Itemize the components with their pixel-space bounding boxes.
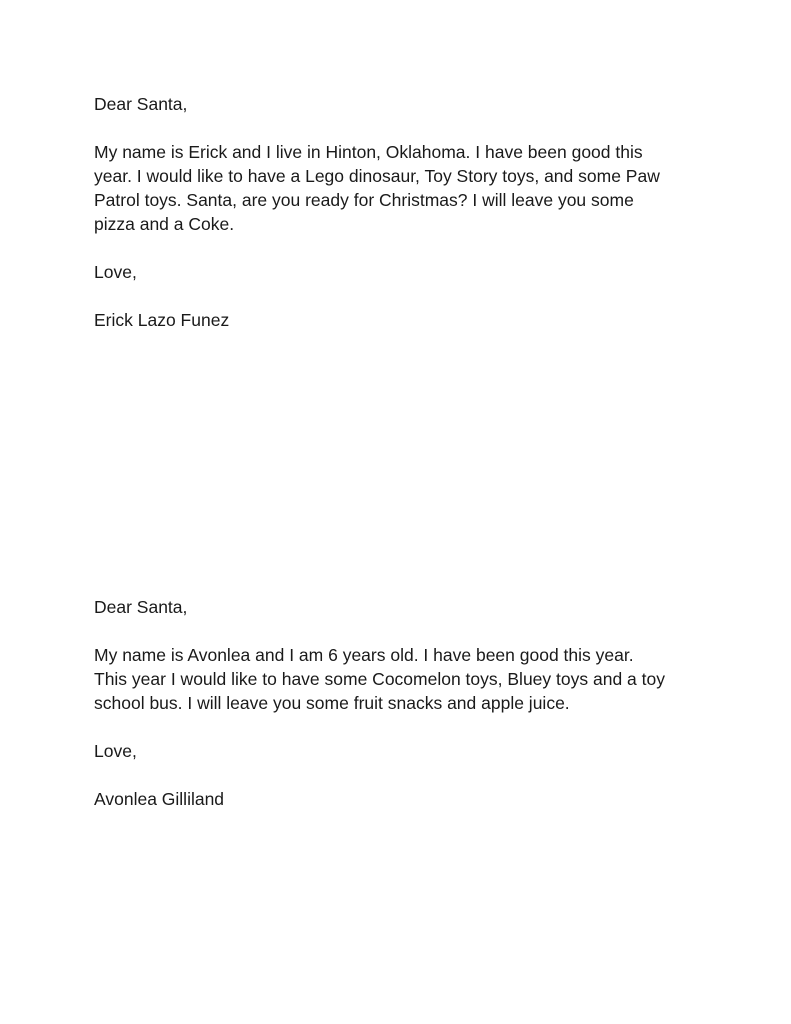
paragraph-gap xyxy=(94,284,734,308)
body-line: My name is Erick and I live in Hinton, Oklahoma. I have been good this xyxy=(94,142,643,162)
body-line: My name is Avonlea and I am 6 years old. I have been good this year. xyxy=(94,645,634,665)
paragraph-gap xyxy=(94,715,734,739)
letter-greeting: Dear Santa, xyxy=(94,94,188,114)
body-line: year. I would like to have a Lego dinosaur, Toy Story toys, and some Paw xyxy=(94,166,660,186)
letter-body xyxy=(94,643,734,715)
body-line: pizza and a Coke. xyxy=(94,214,235,234)
paragraph-gap xyxy=(94,763,734,787)
letter-greeting: Dear Santa, xyxy=(94,597,188,617)
letter-erick xyxy=(94,92,734,332)
body-line: This year I would like to have some Cocomelon toys, Bluey toys and a toy xyxy=(94,669,665,689)
letter-avonlea xyxy=(94,595,734,811)
letter-closing: Love, xyxy=(94,741,137,761)
paragraph-gap xyxy=(94,116,734,140)
body-line: school bus. I will leave you some fruit snacks and apple juice. xyxy=(94,693,570,713)
letter-closing: Love, xyxy=(94,262,137,282)
paragraph-gap xyxy=(94,619,734,643)
letter-signature: Avonlea Gilliland xyxy=(94,789,225,809)
body-line: Patrol toys. Santa, are you ready for Christmas? I will leave you some xyxy=(94,190,634,210)
letter-signature: Erick Lazo Funez xyxy=(94,310,230,330)
paragraph-gap xyxy=(94,236,734,260)
letter-body xyxy=(94,140,734,236)
